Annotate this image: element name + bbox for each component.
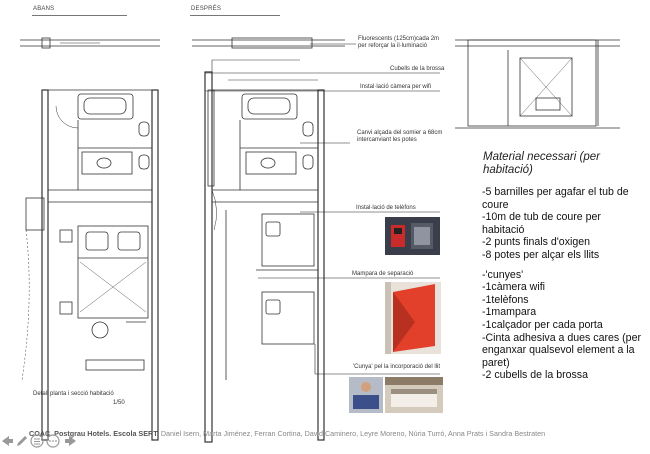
drawing-caption	[33, 390, 125, 408]
phone-photo	[385, 217, 440, 255]
header-after: DESPRÉS	[191, 6, 222, 12]
label-wedge: 'Cunya' pel la incorporació del llit	[353, 364, 441, 370]
material-item: -'cunyes'	[482, 268, 524, 281]
label-partition: Mampara de separació	[352, 271, 414, 277]
label-wifi: Instal·lació càmera per wifi	[360, 84, 432, 90]
material-item: -1mampara	[482, 306, 537, 319]
arrow-right-icon[interactable]	[65, 436, 76, 446]
label-fluorescents: Fluorescents (125cm)cada 2m per reforçar la il·luminació	[358, 36, 440, 49]
plan-after	[192, 38, 345, 442]
materials-list	[482, 186, 642, 382]
section-view	[455, 40, 620, 128]
partition-photo	[385, 282, 441, 354]
pencil-icon[interactable]	[17, 436, 27, 446]
material-item: -1càmera wifi	[482, 281, 545, 294]
more-icon[interactable]	[47, 435, 59, 447]
material-item: -5 barnilles per agafar el tub de coure	[482, 186, 629, 211]
menu-icon[interactable]	[31, 435, 43, 447]
material-item: -2 punts finals d'oxigen	[482, 236, 591, 249]
label-phones: Instal·lació de telèfons	[356, 205, 416, 211]
material-item: -1telèfons	[482, 293, 529, 306]
label-bins: Cubells de la brossa	[390, 66, 445, 72]
caption-title: Detall planta i secció habitació	[33, 391, 114, 397]
arrow-left-icon[interactable]	[2, 436, 13, 446]
wedge-photo-1	[349, 377, 383, 413]
plan-before	[20, 38, 160, 440]
wedge-photo-2	[385, 377, 443, 413]
material-item: -2 cubells de la brossa	[482, 369, 588, 382]
footer-authors: Daniel Isern, Marta Jiménez, Ferran Cortina, David Caminero, Leyre Moreno, Núria Turró, Anna Prats i Sandra Bestraten	[160, 429, 546, 438]
material-item: -1calçador per cada porta	[482, 318, 603, 331]
material-item: -10m de tub de coure per habitació	[482, 211, 601, 236]
footer-org: COAC. Postgrau Hotels. Escola SERT.	[29, 429, 159, 438]
materials-title: Material necessari (per habitació)	[483, 151, 600, 176]
caption-scale: 1/50	[113, 400, 125, 406]
label-bed-height: Canvi alçada del somier a 68cm intercanviant les potes	[357, 130, 443, 143]
footer-credits	[29, 429, 545, 438]
material-item: -Cinta adhesiva a dues cares (per enganxar qualsevol element a la paret)	[482, 331, 641, 369]
header-before: ABANS	[33, 6, 55, 12]
slide-nav	[0, 433, 80, 449]
material-item: -8 potes per alçar els llits	[482, 248, 600, 261]
